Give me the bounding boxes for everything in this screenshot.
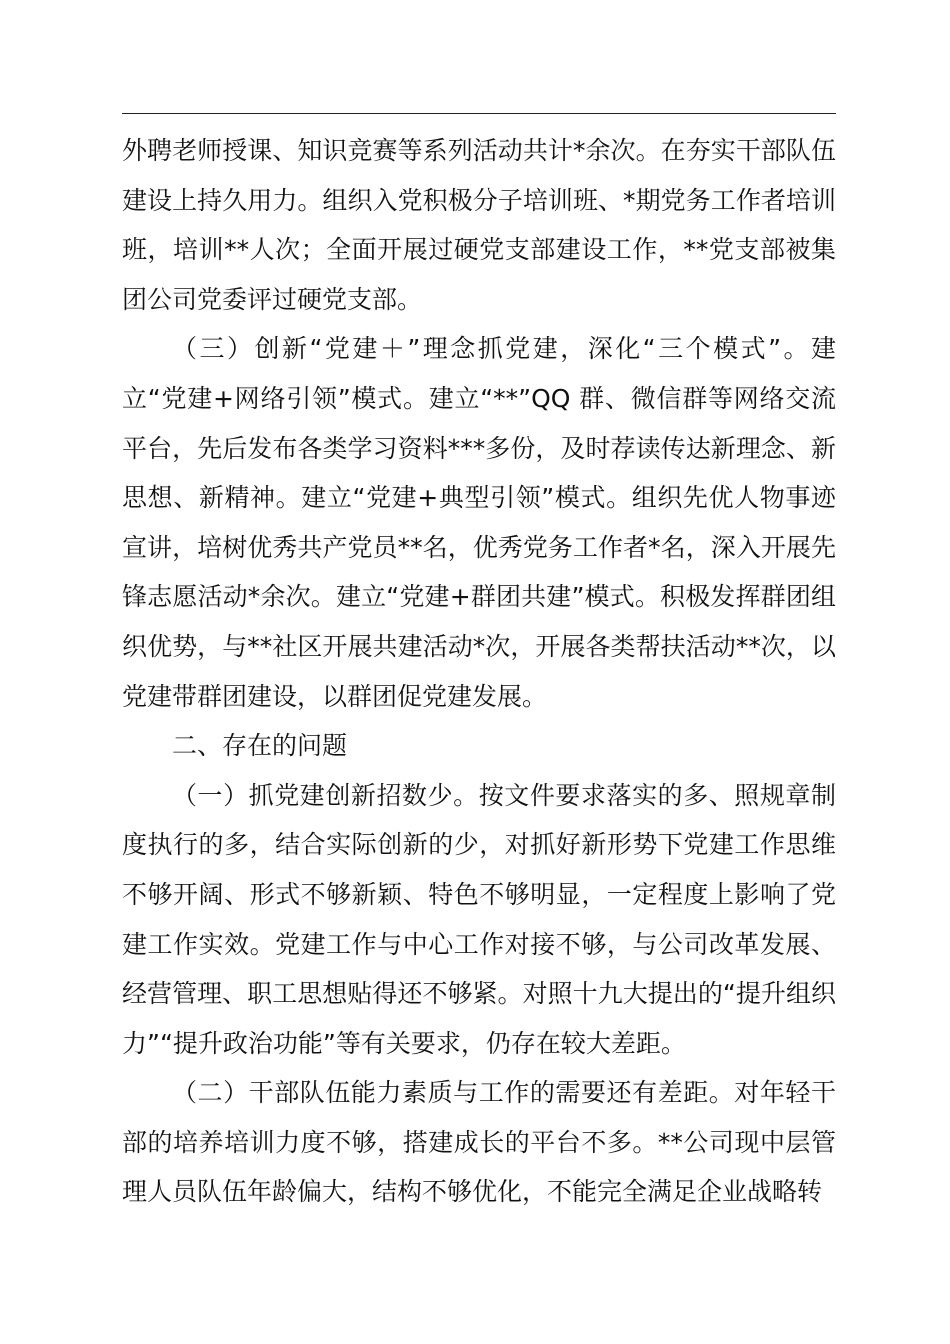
paragraph-problem-1: （一）抓党建创新招数少。按文件要求落实的多、照规章制度执行的多，结合实际创新的少，对抓好新形势下党建工作思维不够开阔、形式不够新颖、特色不够明显，一定程度上影响了党建工作实效。党建工作与中心工作对接不够，与公司改革发展、经营管理、职工思想贴得还不够紧。对照十九大提出的“提升组织力”“提升政治功能”等有关要求，仍存在较大差距。 [122, 780, 836, 1058]
paragraph-problem-2: （二）干部队伍能力素质与工作的需要还有差距。对年轻干部的培养培训力度不够，搭建成长的平台不多。**公司现中层管理人员队伍年龄偏大，结构不够优化，不能完全满足企业战略转 [122, 1078, 836, 1207]
section-heading-problems: 二、存在的问题 [172, 731, 348, 761]
body-text [122, 126, 836, 1217]
header-rule [122, 113, 836, 114]
paragraph-section-3: （三）创新“党建＋”理念抓党建，深化“三个模式”。建立“党建+网络引领”模式。建立“**”QQ 群、微信群等网络交流平台，先后发布各类学习资料***多份，及时荐读传达新理念、新思想、新精神。建立“党建+典型引领”模式。组织先优人物事迹宣讲，培树优秀共产党员**名，优秀党务工作者*名，深入开展先锋志愿活动*余次。建立“党建+群团共建”模式。积极发挥群团组织优势，与**社区开展共建活动*次，开展各类帮扶活动**次，以党建带群团建设，以群团促党建发展。 [122, 334, 836, 711]
paragraph-continuation: 外聘老师授课、知识竞赛等系列活动共计*余次。在夯实干部队伍建设上持久用力。组织入党积极分子培训班、*期党务工作者培训班，培训**人次；全面开展过硬党支部建设工作，**党支部被集团公司党委评过硬党支部。 [122, 136, 836, 314]
